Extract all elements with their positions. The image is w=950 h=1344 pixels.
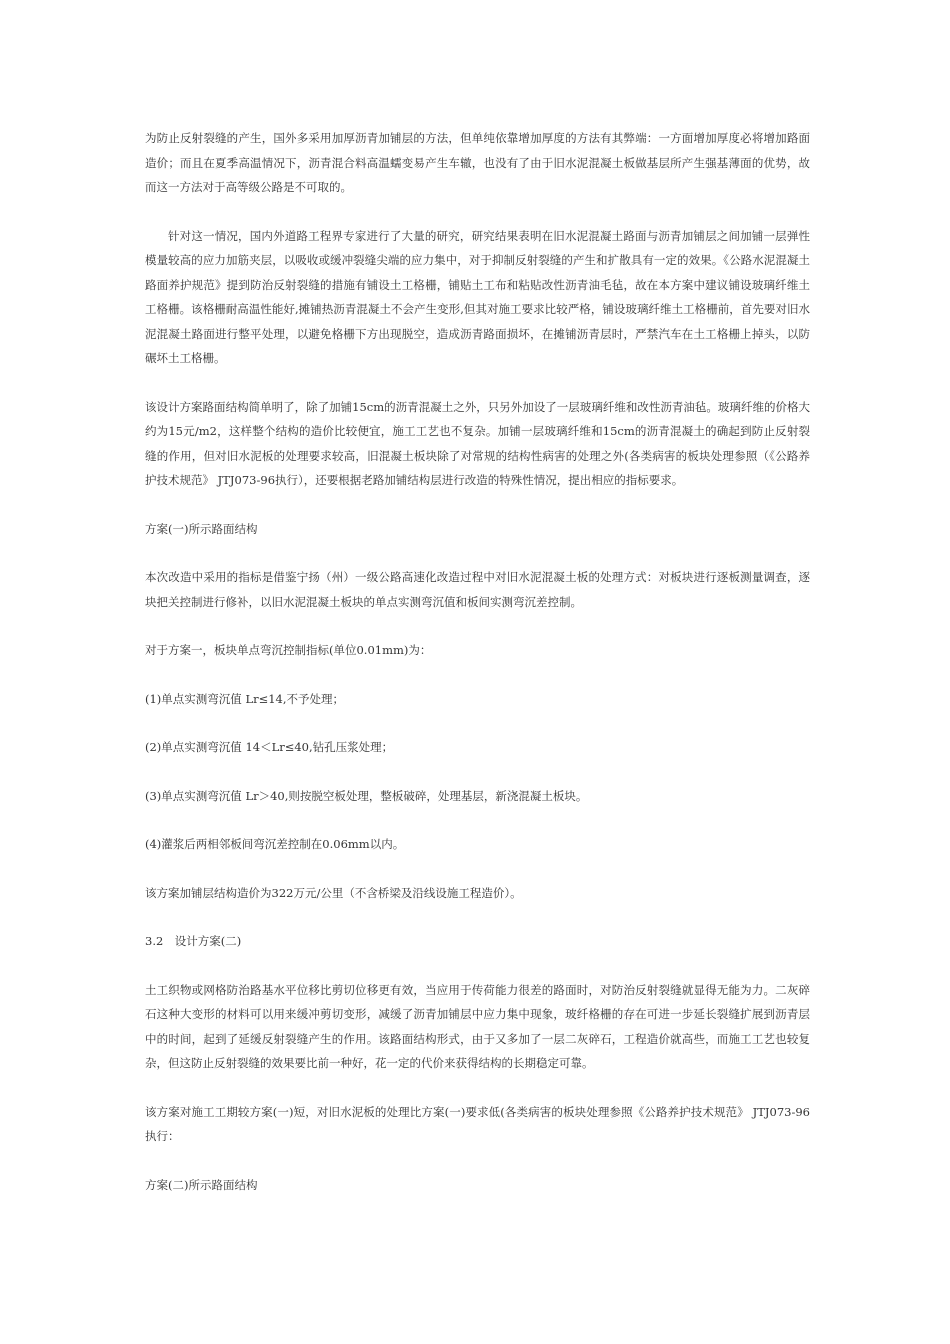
list-item-deflection-4: (4)灌浆后两相邻板间弯沉差控制在0.06mm以内。 [145, 837, 405, 851]
paragraph-scheme-two-description: 土工织物或网格防治路基水平位移比剪切位移更有效，当应用于传荷能力很差的路面时，对防治反射裂缝就显得无能为力。二灰碎石这种大变形的材料可以用来缓冲剪切变形，减缓了沥青加铺层中应力集中现象，玻纤格栅的存在可进一步延长裂缝扩展到沥青层中的时间，起到了延缓反射裂缝产生的作用。该路面结构形式，由于又多加了一层二灰碎石，工程造价就高些，而施工工艺也较复杂，但这防止反射裂缝的效果要比前一种好，花一定的代价来获得结构的长期稳定可靠。 [145, 982, 810, 1070]
paragraph-research-geogrid: 针对这一情况，国内外道路工程界专家进行了大量的研究，研究结果表明在旧水泥混凝土路面与沥青加铺层之间加铺一层弹性模量较高的应力加筋夹层，以吸收或缓冲裂缝尖端的应力集中，对于抑制反射裂缝的产生和扩散具有一定的效果。《公路水泥混凝土路面养护规范》提到防治反射裂缝的措施有铺设土工格栅，铺贴土工布和粘贴改性沥青油毛毡，故在本方案中建议铺设玻璃纤维土工格栅。该格栅耐高温性能好,摊铺热沥青混凝土不会产生变形,但其对施工要求比较严格，铺设玻璃纤维土工格栅前，首先要对旧水泥混凝土路面进行整平处理，以避免格栅下方出现脱空，造成沥青路面损坏，在摊铺沥青层时，严禁汽车在土工格栅上掉头，以防碾坏土工格栅。 [145, 228, 810, 365]
caption-scheme-one-structure: 方案(一)所示路面结构 [145, 521, 258, 536]
list-item-deflection-1: (1)单点实测弯沉值 Lr≤14,不予处理； [145, 691, 345, 706]
paragraph-control-indicators: 本次改造中采用的指标是借鉴宁扬（州）一级公路高速化改造过程中对旧水泥混凝土板的处理方式：对板块进行逐板测量调查，逐块把关控制进行修补，以旧水泥混凝土板块的单点实测弯沉值和板间实测弯沉差控制。 [145, 570, 810, 609]
section-heading-design-scheme-two: 3.2 设计方案(二) [145, 934, 242, 948]
document-body [145, 126, 810, 1221]
paragraph-scheme-two-schedule: 该方案对施工工期较方案(一)短，对旧水泥板的处理比方案(一)要求低(各类病害的板块处理参照《公路养护技术规范》 JTJ073-96执行： [145, 1104, 810, 1143]
list-item-deflection-3: (3)单点实测弯沉值 Lr＞40,则按脱空板处理，整板破碎，处理基层，新浇混凝土板块。 [145, 788, 588, 803]
paragraph-reflective-crack-overlay: 为防止反射裂缝的产生，国外多采用加厚沥青加铺层的方法，但单纯依靠增加厚度的方法有其弊端：一方面增加厚度必将增加路面造价；而且在夏季高温情况下，沥青混合料高温蠕变易产生车辙，也没有了由于旧水泥混凝土板做基层所产生强基薄面的优势，故而这一方法对于高等级公路是不可取的。 [145, 131, 810, 194]
paragraph-deflection-unit: 对于方案一，板块单点弯沉控制指标(单位0.01mm)为： [145, 643, 432, 657]
paragraph-design-scheme-structure: 该设计方案路面结构简单明了，除了加铺15cm的沥青混凝土之外，只另外加设了一层玻璃纤维和改性沥青油毡。玻璃纤维的价格大约为15元/m2，这样整个结构的造价比较便宜，施工工艺也不复杂。加铺一层玻璃纤维和15cm的沥青混凝土的确起到防止反射裂缝的作用，但对旧水泥板的处理要求较高，旧混凝土板块除了对常规的结构性病害的处理之外(各类病害的板块处理参照（《公路养护技术规范》 JTJ073-96执行），还要根据老路加铺结构层进行改造的特殊性情况，提出相应的指标要求。 [145, 399, 810, 487]
paragraph-scheme-one-cost: 该方案加铺层结构造价为322万元/公里（不含桥梁及沿线设施工程造价）。 [145, 885, 522, 900]
caption-scheme-two-structure: 方案(二)所示路面结构 [145, 1177, 258, 1192]
list-item-deflection-2: (2)单点实测弯沉值 14＜Lr≤40,钻孔压浆处理； [145, 740, 394, 754]
